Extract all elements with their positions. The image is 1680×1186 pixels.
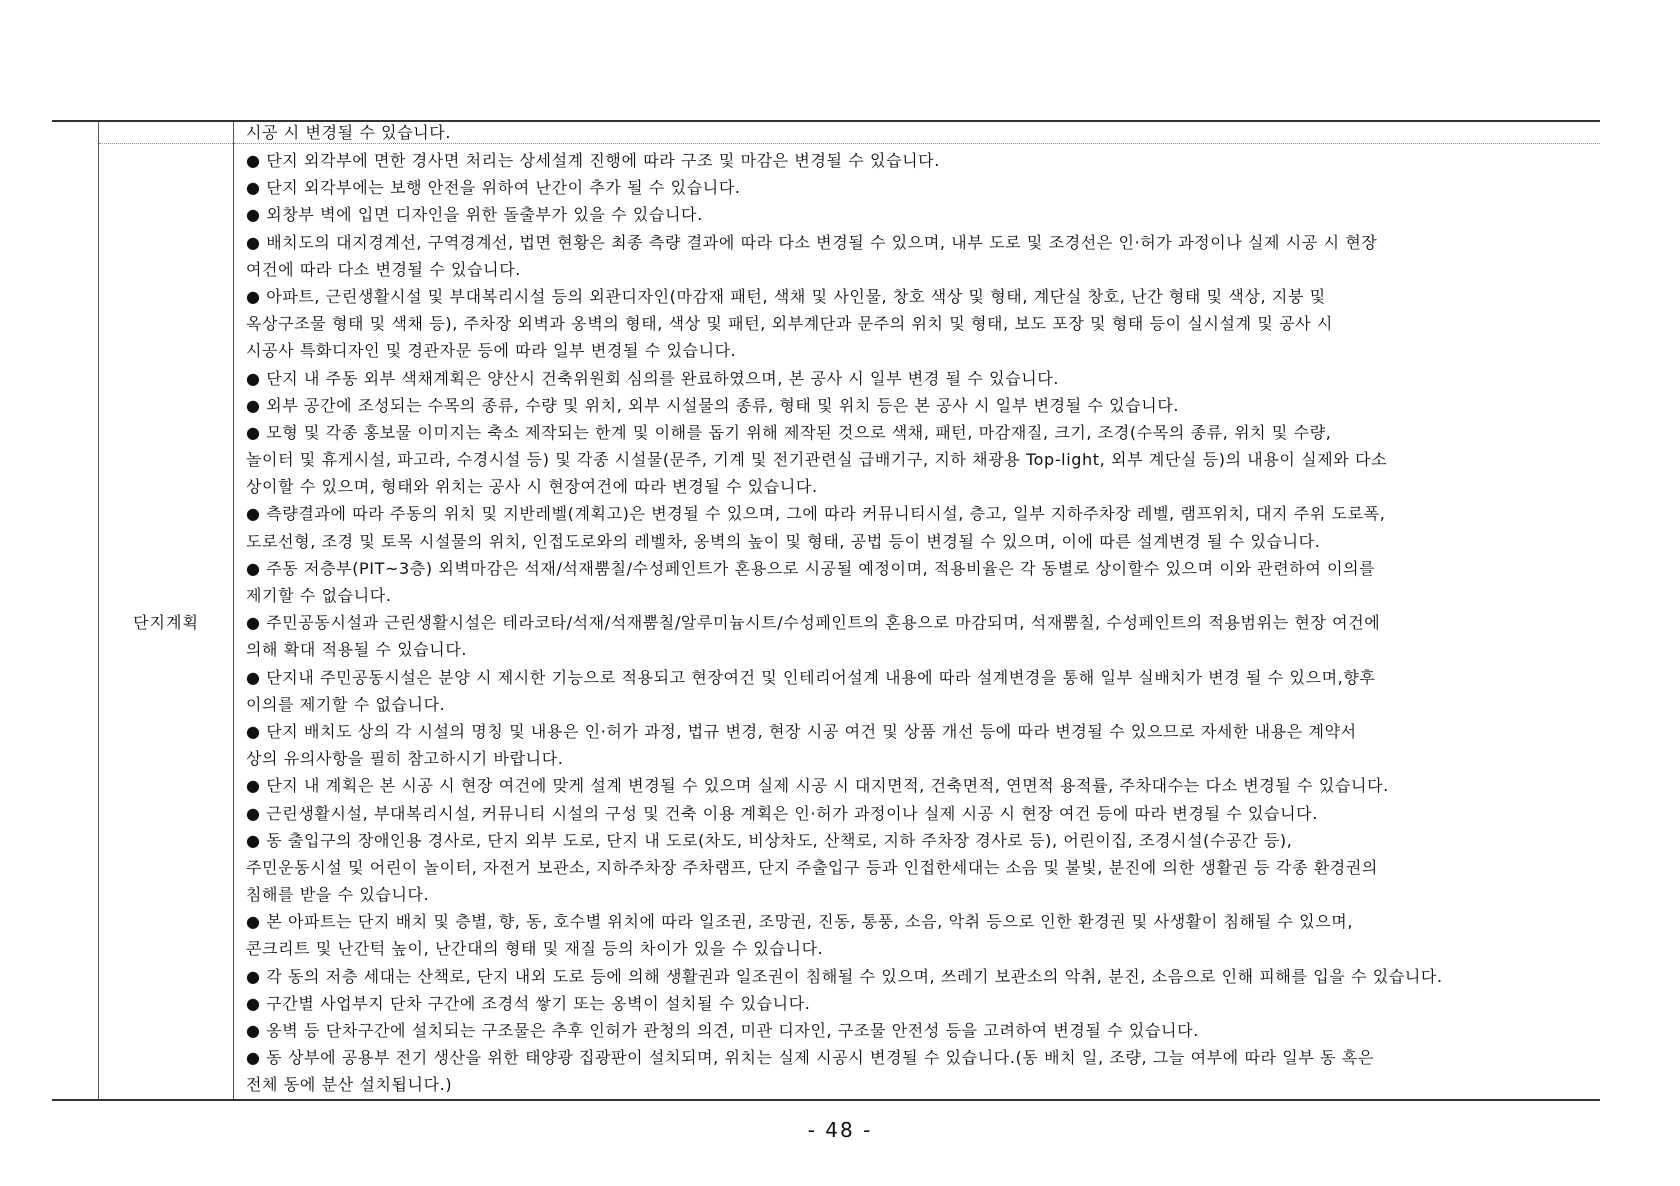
notice-line: ● 본 아파트는 단지 배치 및 층별, 향, 동, 호수별 위치에 따라 일조권, 조망권, 진동, 통풍, 소음, 악취 등으로 인한 환경권 및 사생활이 침해될 수 있으며, <box>246 912 1354 932</box>
notice-line: 콘크리트 및 난간턱 높이, 난간대의 형태 및 재질 등의 차이가 있을 수 있습니다. <box>246 939 824 959</box>
table-column-category <box>99 122 234 1099</box>
notice-line: 주민운동시설 및 어린이 놀이터, 자전거 보관소, 지하주차장 주차램프, 단지 주출입구 등과 인접한세대는 소음 및 불빛, 분진에 의한 생활권 등 각종 환경권의 <box>246 857 1378 877</box>
notice-line: 전체 동에 분산 설치됩니다.) <box>246 1075 453 1095</box>
notice-line: 옥상구조물 형태 및 색채 등), 주차장 외벽과 옹벽의 형태, 색상 및 패턴, 외부계단과 문주의 위치 및 형태, 보도 포장 및 형태 등이 실시설계 및 공사 시 <box>246 314 1333 334</box>
notice-line: 상의 유의사항을 필히 참고하시기 바랍니다. <box>246 749 564 769</box>
notice-line: ● 외부 공간에 조성되는 수목의 종류, 수량 및 위치, 외부 시설물의 종류, 형태 및 위치 등은 본 공사 시 일부 변경될 수 있습니다. <box>246 395 1180 415</box>
notice-list <box>234 144 1600 1099</box>
table-column-blank <box>52 122 99 1099</box>
notice-line: ● 단지 배치도 상의 각 시설의 명칭 및 내용은 인·허가 과정, 법규 변경, 현장 시공 여건 및 상품 개선 등에 따라 변경될 수 있으므로 자세한 내용은 계약서 <box>246 721 1357 741</box>
notice-line: ● 주민공동시설과 근린생활시설은 테라코타/석재/석재뿜칠/알루미늄시트/수성페인트의 혼용으로 마감되며, 석재뿜칠, 수성페인트의 적용범위는 현장 여건에 <box>246 613 1381 633</box>
notice-line: 도로선형, 조경 및 토목 시설물의 위치, 인접도로와의 레벨차, 옹벽의 높이 및 형태, 공법 등이 변경될 수 있으며, 이에 따른 설계변경 될 수 있습니다. <box>246 531 1321 551</box>
table-row-continued-text: 시공 시 변경될 수 있습니다. <box>234 122 1600 144</box>
notice-line: ● 동 상부에 공용부 전기 생산을 위한 태양광 집광판이 설치되며, 위치는 실제 시공시 변경될 수 있습니다.(동 배치 일, 조량, 그늘 여부에 따라 일부 동 혹은 <box>246 1048 1374 1068</box>
notice-line: ● 구간별 사업부지 단차 구간에 조경석 쌓기 또는 옹벽이 설치될 수 있습니다. <box>246 993 811 1013</box>
notice-line: ● 옹벽 등 단차구간에 설치되는 구조물은 추후 인허가 관청의 의견, 미관 디자인, 구조물 안전성 등을 고려하여 변경될 수 있습니다. <box>246 1021 1199 1040</box>
notice-line: ● 단지내 주민공동시설은 분양 시 제시한 기능으로 적용되고 현장여건 및 인테리어설계 내용에 따라 설계변경을 통해 일부 실배치가 변경 될 수 있으며,향후 <box>246 667 1376 687</box>
notice-line: ● 아파트, 근린생활시설 및 부대복리시설 등의 외관디자인(마감재 패턴, 색채 및 사인물, 창호 색상 및 형태, 계단실 창호, 난간 형태 및 색상, 지붕 및 <box>246 286 1326 306</box>
notice-table <box>52 120 1600 1101</box>
page-number: - 48 - <box>807 1118 873 1142</box>
notice-line: ● 단지 내 주동 외부 색채계획은 양산시 건축위원회 심의를 완료하였으며, 본 공사 시 일부 변경 될 수 있습니다. <box>246 368 1060 388</box>
notice-line: 제기할 수 없습니다. <box>246 586 392 605</box>
table-column-content <box>234 122 1600 1099</box>
notice-line: ● 단지 외각부에는 보행 안전을 위하여 난간이 추가 될 수 있습니다. <box>246 178 741 198</box>
notice-line: 침해를 받을 수 있습니다. <box>246 885 430 905</box>
notice-line: ● 각 동의 저층 세대는 산책로, 단지 내외 도로 등에 의해 생활권과 일조권이 침해될 수 있으며, 쓰레기 보관소의 악취, 분진, 소음으로 인해 피해를 입을 수 있습니다. <box>246 966 1443 986</box>
notice-line: ● 근린생활시설, 부대복리시설, 커뮤니티 시설의 구성 및 건축 이용 계획은 인·허가 과정이나 실제 시공 시 현장 여건 등에 따라 변경될 수 있습니다. <box>246 803 1318 823</box>
notice-line: ● 동 출입구의 장애인용 경사로, 단지 외부 도로, 단지 내 도로(차도, 비상차도, 산책로, 지하 주차장 경사로 등), 어린이집, 조경시설(수공간 등), <box>246 830 1293 850</box>
table-row-continued-category <box>99 122 233 144</box>
notice-line: ● 외창부 벽에 입면 디자인을 위한 돌출부가 있을 수 있습니다. <box>246 205 703 225</box>
notice-line: ● 모형 및 각종 홍보물 이미지는 축소 제작되는 한계 및 이해를 돕기 위해 제작된 것으로 색채, 패턴, 마감재질, 크기, 조경(수목의 종류, 위치 및 수량, <box>246 422 1332 442</box>
notice-line: 여건에 따라 다소 변경될 수 있습니다. <box>246 259 521 279</box>
notice-line: ● 측량결과에 따라 주동의 위치 및 지반레벨(계획고)은 변경될 수 있으며, 그에 따라 커뮤니티시설, 층고, 일부 지하주차장 레벨, 램프위치, 대지 주위 도로폭, <box>246 504 1386 524</box>
notice-line: ● 단지 내 계획은 본 시공 시 현장 여건에 맞게 설계 변경될 수 있으며 실제 시공 시 대지면적, 건축면적, 연면적 용적률, 주차대수는 다소 변경될 수 있습니다. <box>246 776 1389 796</box>
notice-line: ● 단지 외각부에 면한 경사면 처리는 상세설계 진행에 따라 구조 및 마감은 변경될 수 있습니다. <box>246 151 940 170</box>
notice-line: 이의를 제기할 수 없습니다. <box>246 694 446 714</box>
notice-line: ● 배치도의 대지경계선, 구역경계선, 법면 현황은 최종 측량 결과에 따라 다소 변경될 수 있으며, 내부 도로 및 조경선은 인·허가 과정이나 실제 시공 시 현장 <box>246 232 1378 252</box>
notice-line: ● 주동 저층부(PIT~3층) 외벽마감은 석재/석재뿜칠/수성페인트가 혼용으로 시공될 예정이며, 적용비율은 각 동별로 상이할수 있으며 이와 관련하여 이의를 <box>246 558 1376 578</box>
notice-line: 놀이터 및 휴게시설, 파고라, 수경시설 등) 및 각종 시설물(문주, 기계 및 전기관련실 급배기구, 지하 채광용 Top-light, 외부 계단실 등)의 내용이 실제와 다소 <box>246 450 1388 470</box>
section-label: 단지계획 <box>133 613 199 632</box>
notice-line: 의해 확대 적용될 수 있습니다. <box>246 640 468 660</box>
notice-line: 상이할 수 있으며, 형태와 위치는 공사 시 현장여건에 따라 변경될 수 있습니다. <box>246 477 818 497</box>
notice-line: 시공사 특화디자인 및 경관자문 등에 따라 일부 변경될 수 있습니다. <box>246 341 737 361</box>
